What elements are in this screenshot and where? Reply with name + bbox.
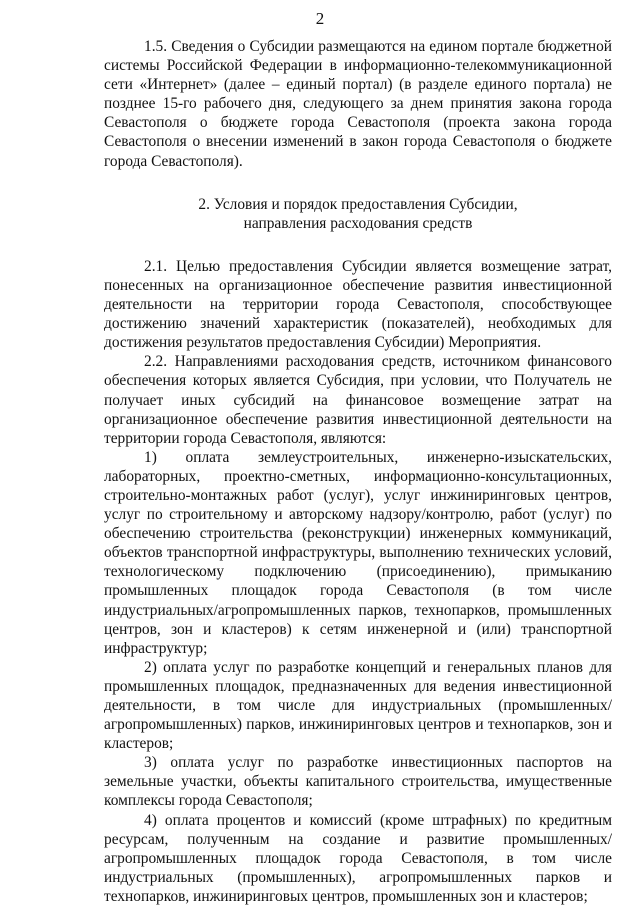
section-2-heading: [104, 195, 612, 233]
list-item-1: 1) оплата землеустроительных, инженерно-изыскательских, лабораторных, проектно-сметных, информационно-консультационных, строительно-монтажных работ (услуг), услуг инжиниринговых центров, услуг по строительному и авторскому надзору/контролю, работ (услуг) по обеспечению строительства (реконструкции) инженерных коммуникаций, объектов транспортной инфраструктуры, выполнению технических условий, технологическому подключению (присоединению), примыканию промышленных площадок города Севастополя (в том числе индустриальных/агропромышленных парков, технопарков, промышленных центров, зон и кластеров) к сетям инженерной и (или) транспортной инфраструктур;: [104, 448, 612, 657]
list-item-2: 2) оплата услуг по разработке концепций и генеральных планов для промышленных площадок, предназначенных для ведения инвестиционной деятельности, в том числе для индустриальных (промышленных/агропромышленных) парков, инжиниринговых центров и технопарков, зон и кластеров;: [104, 658, 612, 753]
section-2-heading-line-2: направления расходования средств: [243, 214, 473, 232]
section-2-heading-line-1: 2. Условия и порядок предоставления Субсидии,: [198, 195, 518, 213]
document-body: [104, 37, 612, 906]
list-item-4: 4) оплата процентов и комиссий (кроме штрафных) по кредитным ресурсам, полученным на создание и развитие промышленных/агропромышленных площадок города Севастополя, в том числе индустриальных (промышленных), агропромышленных парков и технопарков, инжиниринговых центров, промышленных зон и кластеров;: [104, 811, 612, 905]
paragraph-2-1: 2.1. Целью предоставления Субсидии является возмещение затрат, понесенных на организационное обеспечение развития инвестиционной деятельности на территории города Севастополя, способствующее достижению значений характеристик (показателей), необходимых для достижения результатов предоставления Субсидии) Мероприятия.: [104, 257, 612, 352]
page-number: 2: [315, 9, 325, 28]
list-item-3: 3) оплата услуг по разработке инвестиционных паспортов на земельные участки, объекты капитального строительства, имущественные комплексы города Севастополя;: [104, 754, 612, 810]
paragraph-2-2: 2.2. Направлениями расходования средств, источником финансового обеспечения которых является Субсидия, при условии, что Получатель не получает иных субсидий на финансовое возмещение затрат на организационное обеспечение развития инвестиционной деятельности на территории города Севастополя, являются:: [104, 353, 612, 447]
paragraph-1-5: 1.5. Сведения о Субсидии размещаются на едином портале бюджетной системы Российской Федерации в информационно-телекоммуникационной сети «Интернет» (далее – единый портал) (в разделе единого портала) не позднее 15-го рабочего дня, следующего за днем принятия закона города Севастополя о бюджете города Севастополя (проекта закона города Севастополя о внесении изменений в закон города Севастополя о бюджете города Севастополя).: [104, 38, 612, 170]
